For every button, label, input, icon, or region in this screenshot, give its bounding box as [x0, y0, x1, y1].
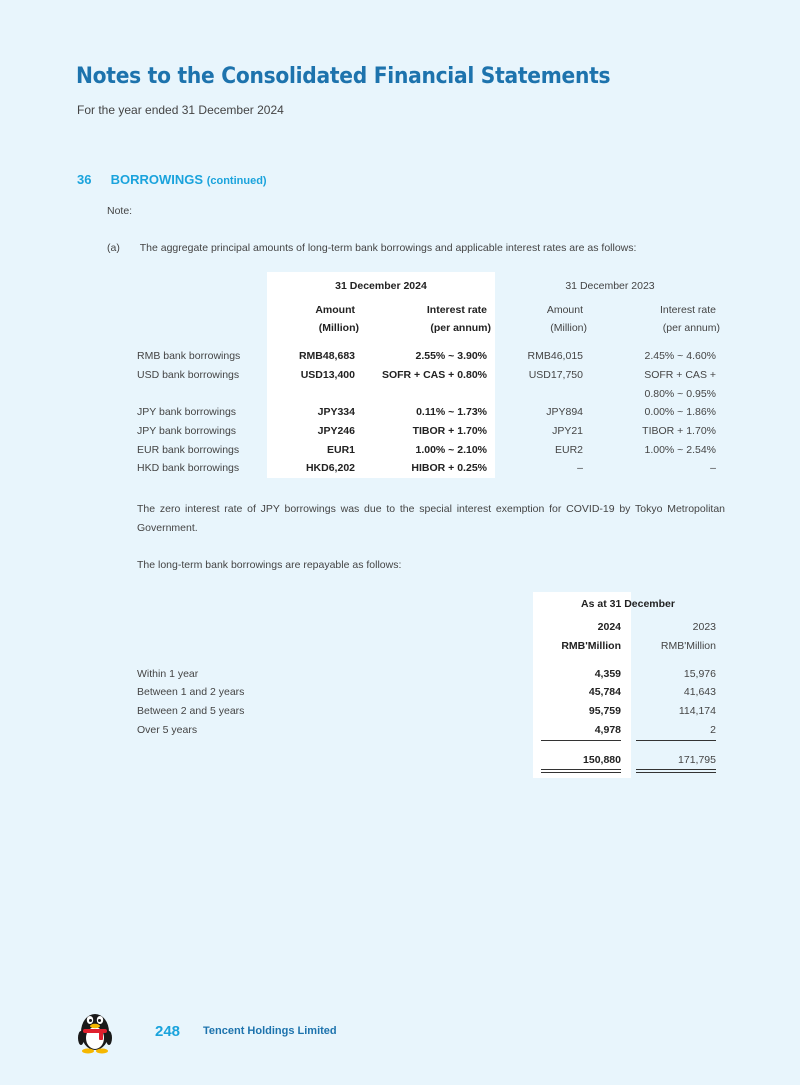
total-rule-2023 — [636, 769, 716, 770]
year-2023-header: 2023 — [692, 621, 716, 633]
rate-2023-cell: 0.00% ~ 1.86% — [644, 406, 716, 418]
section-number: 36 — [77, 172, 92, 187]
value-2024-cell: 4,978 — [594, 724, 621, 736]
table-row-label: Within 1 year — [137, 668, 199, 680]
amount-2023-cell: RMB46,015 — [527, 350, 583, 362]
rate-2023-cell-line2: 0.80% ~ 0.95% — [644, 388, 716, 400]
highlight-2024-column — [533, 592, 631, 778]
table-row-label: Between 1 and 2 years — [137, 686, 245, 698]
amount-2023-cell: – — [577, 462, 583, 474]
total-2024-cell: 150,880 — [583, 754, 621, 766]
total-rule-2023-double — [636, 772, 716, 773]
amount-2023-cell: USD17,750 — [528, 369, 583, 381]
item-text: The aggregate principal amounts of long-term bank borrowings and applicable interest rates are as follows: — [139, 242, 637, 254]
subtotal-rule-2023 — [636, 740, 716, 741]
table-row-label: JPY bank borrowings — [137, 406, 237, 418]
amount-2023-cell: JPY21 — [552, 425, 583, 437]
rate-2023-cell: – — [710, 462, 716, 474]
period-2024-header: 31 December 2024 — [335, 280, 427, 292]
amount-2024-cell: USD13,400 — [300, 369, 355, 381]
rate-2024-cell: 0.11% ~ 1.73% — [416, 406, 487, 418]
section-continued: (continued) — [206, 175, 267, 187]
value-2023-cell: 41,643 — [683, 686, 716, 698]
rate-header-2024: Interest rate — [426, 304, 487, 316]
amount-2024-cell: HKD6,202 — [305, 462, 355, 474]
amount-2024-cell: JPY246 — [317, 425, 355, 437]
value-2024-cell: 4,359 — [594, 668, 621, 680]
total-rule-2024-double — [541, 772, 621, 773]
note-item-a — [107, 242, 636, 254]
amount-2023-cell: JPY894 — [546, 406, 583, 418]
table-row-label: Between 2 and 5 years — [137, 705, 245, 717]
amount-2023-cell: EUR2 — [554, 444, 583, 456]
rate-2024-cell: HIBOR + 0.25% — [411, 462, 487, 474]
rate-2023-cell: 2.45% ~ 4.60% — [644, 350, 716, 362]
amount-2024-cell: RMB48,683 — [298, 350, 355, 362]
total-2023-cell: 171,795 — [678, 754, 716, 766]
amount-header-2024: Amount — [315, 304, 355, 316]
table-row-label: EUR bank borrowings — [137, 444, 240, 456]
note-label: Note: — [107, 205, 133, 217]
unit-2024-header: RMB'Million — [561, 640, 621, 652]
as-at-header: As at 31 December — [581, 598, 675, 610]
amount-2024-cell: JPY334 — [317, 406, 355, 418]
rate-header-2023: Interest rate — [659, 304, 716, 316]
rate-2023-cell: 1.00% ~ 2.54% — [644, 444, 716, 456]
rate-2024-cell: SOFR + CAS + 0.80% — [381, 369, 487, 381]
value-2023-cell: 15,976 — [683, 668, 716, 680]
rate-2024-cell: 1.00% ~ 2.10% — [415, 444, 487, 456]
table-row-label: Over 5 years — [137, 724, 198, 736]
table-row-label: HKD bank borrowings — [137, 462, 240, 474]
rate-2024-cell: 2.55% ~ 3.90% — [415, 350, 487, 362]
rate-2023-cell: SOFR + CAS + — [644, 369, 716, 381]
page-subtitle: For the year ended 31 December 2024 — [77, 103, 284, 117]
rate-2023-cell: TIBOR + 1.70% — [642, 425, 716, 437]
value-2024-cell: 95,759 — [588, 705, 621, 717]
table-row-label: JPY bank borrowings — [137, 425, 237, 437]
amount-unit-2023: (Million) — [550, 322, 587, 334]
rate-unit-2024: (per annum) — [430, 322, 491, 334]
amount-2024-cell: EUR1 — [326, 444, 355, 456]
rate-unit-2023: (per annum) — [662, 322, 720, 334]
total-rule-2024 — [541, 769, 621, 770]
year-2024-header: 2024 — [597, 621, 621, 633]
item-marker: (a) — [107, 242, 120, 254]
value-2023-cell: 2 — [710, 724, 716, 736]
company-name: Tencent Holdings Limited — [203, 1025, 337, 1037]
unit-2023-header: RMB'Million — [660, 640, 716, 652]
rate-2024-cell: TIBOR + 1.70% — [412, 425, 487, 437]
page-number: 248 — [155, 1023, 181, 1040]
repayable-paragraph: The long-term bank borrowings are repayable as follows: — [137, 559, 402, 571]
value-2023-cell: 114,174 — [678, 705, 716, 717]
page-title: Notes to the Consolidated Financial Statements — [76, 64, 611, 89]
table-row-label: RMB bank borrowings — [137, 350, 241, 362]
section-title: BORROWINGS — [110, 172, 204, 187]
section-heading — [77, 172, 267, 187]
value-2024-cell: 45,784 — [588, 686, 621, 698]
table-row-label: USD bank borrowings — [137, 369, 240, 381]
period-2023-header: 31 December 2023 — [565, 280, 655, 292]
amount-unit-2024: (Million) — [318, 322, 359, 334]
subtotal-rule-2024 — [541, 740, 621, 741]
amount-header-2023: Amount — [546, 304, 583, 316]
penguin-logo-icon — [74, 1004, 116, 1054]
zero-rate-paragraph: The zero interest rate of JPY borrowings was due to the special interest exemption for COVID-19 by Tokyo Metropolitan Government. — [137, 503, 725, 534]
